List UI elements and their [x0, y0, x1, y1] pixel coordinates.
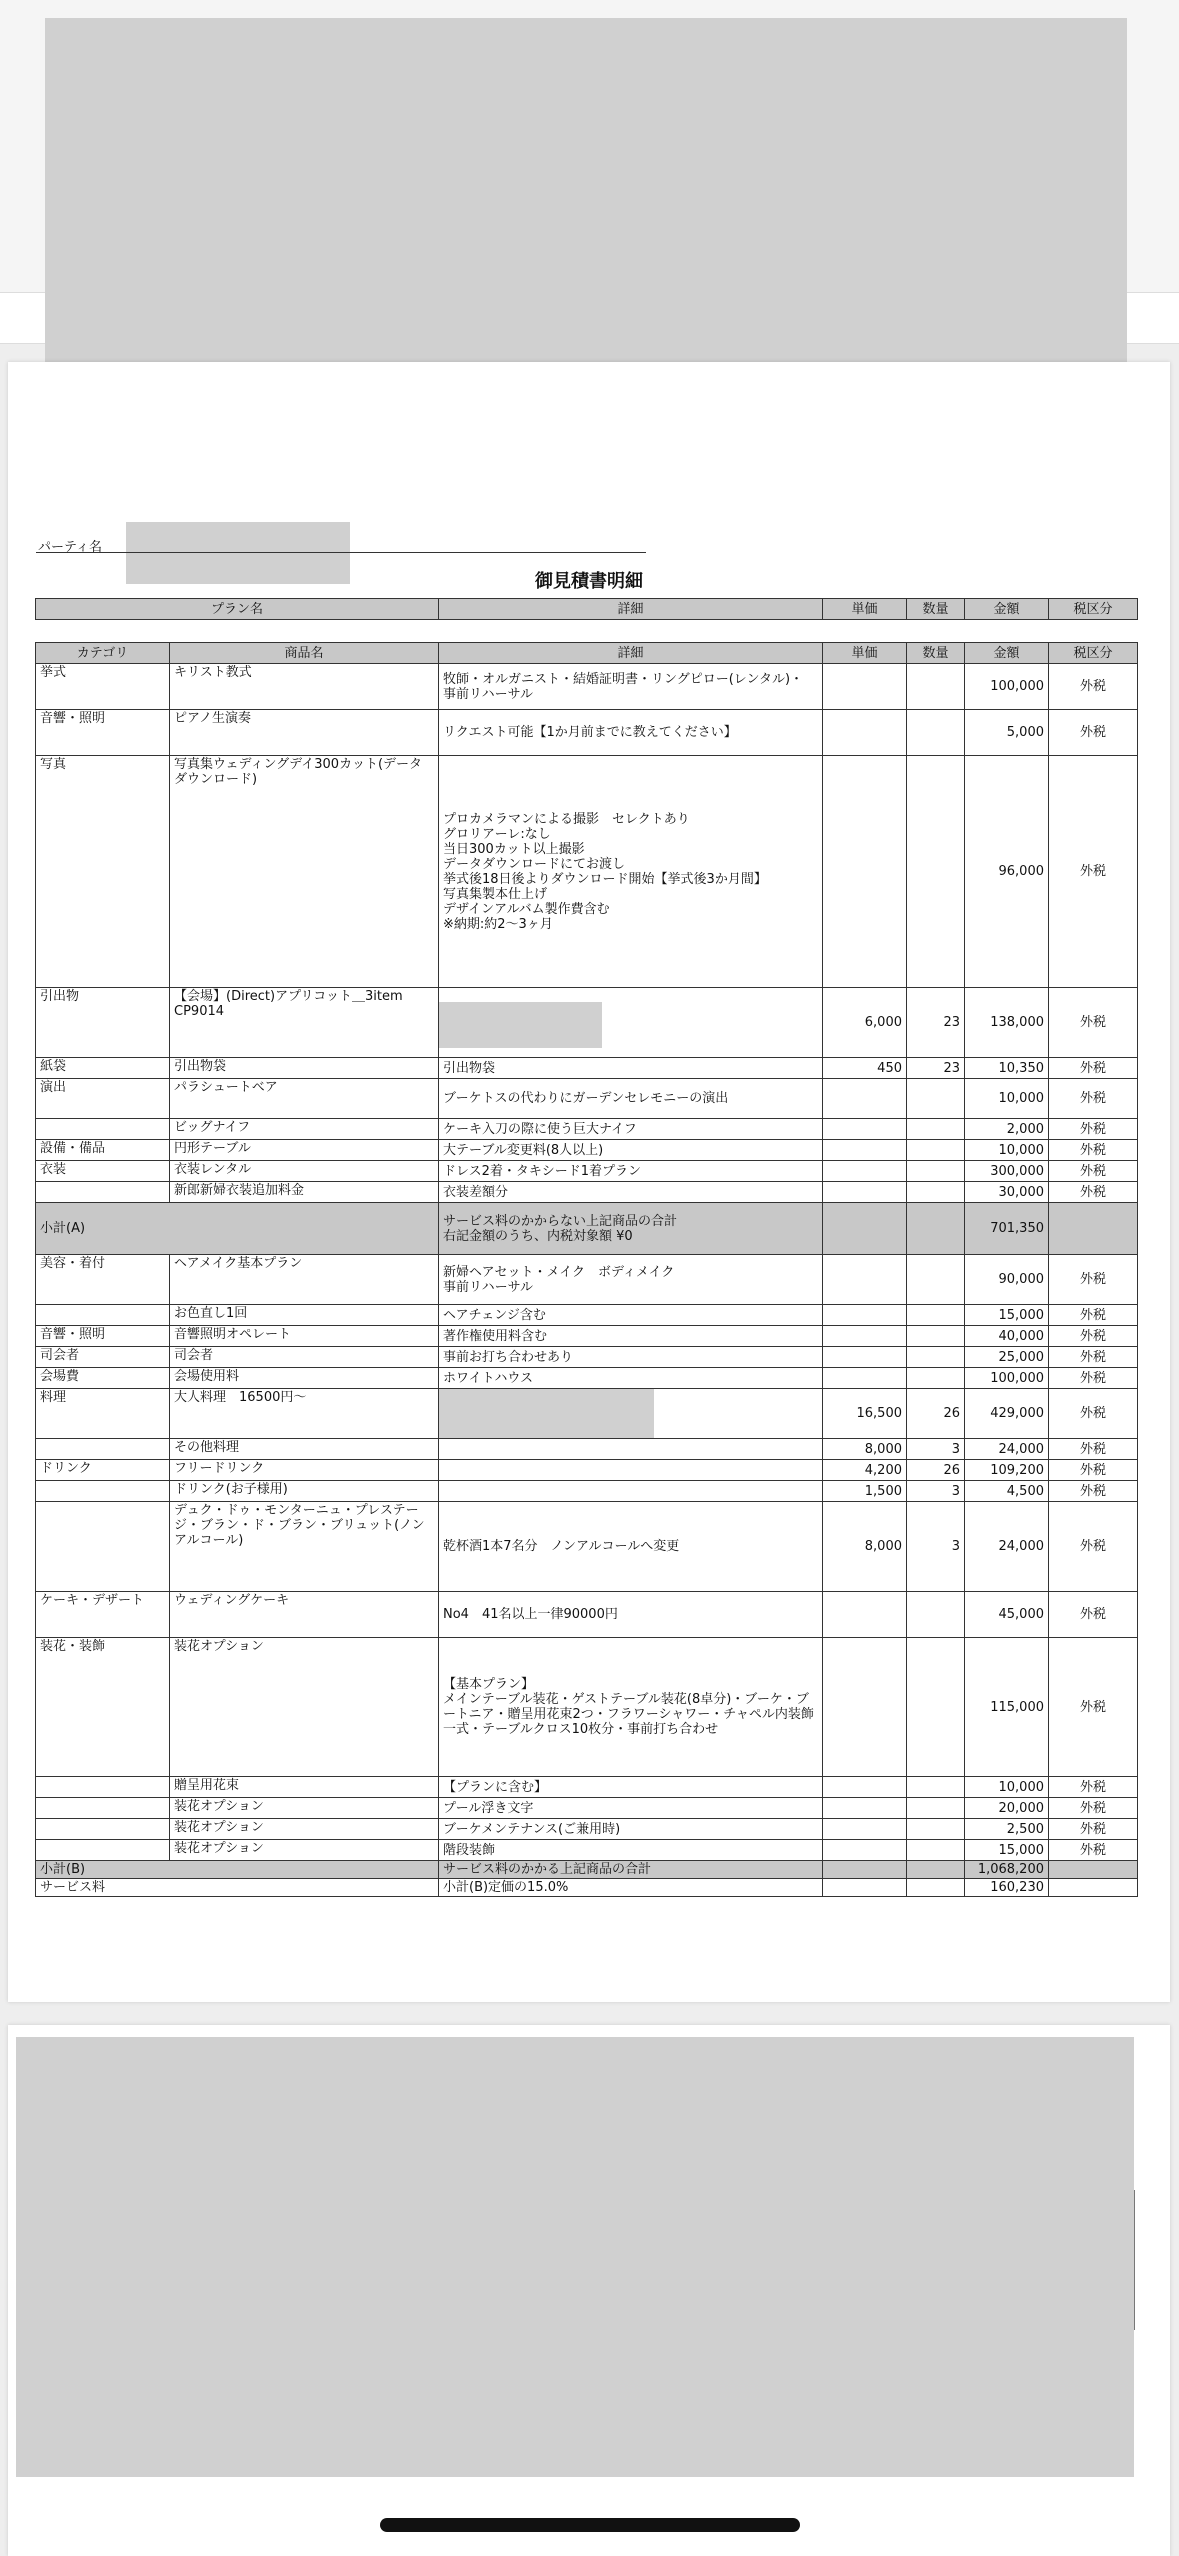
unit-price-cell [823, 1368, 907, 1389]
category-cell [36, 1798, 170, 1819]
category-cell: 演出 [36, 1079, 170, 1119]
detail-cell [439, 1481, 823, 1502]
table-row [36, 756, 1138, 988]
quantity-cell: 23 [907, 988, 965, 1058]
next-page [8, 2025, 1170, 2556]
detail-cell: リクエスト可能【1か月前までに教えてください】 [439, 710, 823, 756]
product-cell: ヘアメイク基本プラン [170, 1255, 439, 1305]
category-cell [36, 1305, 170, 1326]
category-cell: 引出物 [36, 988, 170, 1058]
tax-cell: 外税 [1049, 1777, 1138, 1798]
tax-cell: 外税 [1049, 1481, 1138, 1502]
unit-price-cell: 450 [823, 1058, 907, 1079]
tax-cell: 外税 [1049, 1840, 1138, 1861]
category-cell [36, 1182, 170, 1203]
amount-cell: 138,000 [965, 988, 1049, 1058]
tax-cell: 外税 [1049, 1347, 1138, 1368]
product-cell: 装花オプション [170, 1638, 439, 1777]
subtotal-row [36, 1879, 1138, 1897]
tax-cell: 外税 [1049, 1140, 1138, 1161]
plan-name-header: プラン名 [36, 599, 439, 620]
unit-price-cell: 4,200 [823, 1460, 907, 1481]
unit-price-cell [823, 710, 907, 756]
tax-cell: 外税 [1049, 1161, 1138, 1182]
amount-cell: 429,000 [965, 1389, 1049, 1439]
detail-cell: ブーケトスの代わりにガーデンセレモニーの演出 [439, 1079, 823, 1119]
table-row [36, 1819, 1138, 1840]
detail-cell: ドレス2着・タキシード1着プラン [439, 1161, 823, 1182]
detail-cell: 牧師・オルガニスト・結婚証明書・リングピロー(レンタル)・ 事前リハーサル [439, 664, 823, 710]
unit-price-cell [823, 1777, 907, 1798]
quantity-cell [907, 664, 965, 710]
unit-price-cell: 6,000 [823, 988, 907, 1058]
subtotal-detail: サービス料のかかる上記商品の合計 [439, 1861, 823, 1879]
plan-quantity-header: 数量 [907, 599, 965, 620]
quantity-cell [907, 756, 965, 988]
unit-price-cell [823, 1140, 907, 1161]
amount-cell: 45,000 [965, 1592, 1049, 1638]
product-cell: その他料理 [170, 1439, 439, 1460]
category-cell [36, 1481, 170, 1502]
tax-cell: 外税 [1049, 1079, 1138, 1119]
quantity-cell: 23 [907, 1058, 965, 1079]
tax-cell: 外税 [1049, 988, 1138, 1058]
category-header: カテゴリ [36, 643, 170, 664]
product-cell: ウェディングケーキ [170, 1592, 439, 1638]
table-row [36, 1182, 1138, 1203]
unit-price-cell [823, 1326, 907, 1347]
table-row [36, 1255, 1138, 1305]
amount-cell: 90,000 [965, 1255, 1049, 1305]
redacted-detail [439, 1002, 603, 1048]
product-cell: フリードリンク [170, 1460, 439, 1481]
amount-cell: 300,000 [965, 1161, 1049, 1182]
unit-price-cell [823, 1161, 907, 1182]
quantity-cell [907, 1840, 965, 1861]
unit-price-cell [823, 1592, 907, 1638]
party-name-label: パーティ名 [38, 540, 102, 555]
amount-cell: 10,000 [965, 1079, 1049, 1119]
tax-cell: 外税 [1049, 1305, 1138, 1326]
category-cell: ケーキ・デザート [36, 1592, 170, 1638]
table-row [36, 1460, 1138, 1481]
category-cell [36, 1819, 170, 1840]
table-row [36, 988, 1138, 1058]
detail-cell [439, 1460, 823, 1481]
subtotal-amount: 701,350 [965, 1203, 1049, 1255]
product-cell: 装花オプション [170, 1798, 439, 1819]
amount-cell: 2,000 [965, 1119, 1049, 1140]
subtotal-row [36, 1861, 1138, 1879]
product-cell: ピアノ生演奏 [170, 710, 439, 756]
detail-cell: プロカメラマンによる撮影 セレクトあり グロリアーレ:なし 当日300カット以上撮影 データダウンロードにてお渡し 挙式後18日後よりダウンロード開始【挙式後3か月間】 写真集製本仕上げ デザインアルバム製作費含む ※納期:約2〜3ヶ月 [439, 756, 823, 988]
tax-cell: 外税 [1049, 1389, 1138, 1439]
product-cell: 会場使用料 [170, 1368, 439, 1389]
quantity-cell [907, 1326, 965, 1347]
quantity-cell: 3 [907, 1481, 965, 1502]
subtotal-row [36, 1203, 1138, 1255]
amount-cell: 5,000 [965, 710, 1049, 756]
category-cell: 紙袋 [36, 1058, 170, 1079]
plan-tax-header: 税区分 [1049, 599, 1138, 620]
product-cell: パラシュートベア [170, 1079, 439, 1119]
tax-cell: 外税 [1049, 1460, 1138, 1481]
detail-cell: 衣装差額分 [439, 1182, 823, 1203]
empty-cell [907, 1203, 965, 1255]
amount-cell: 20,000 [965, 1798, 1049, 1819]
subtotal-amount: 1,068,200 [965, 1861, 1049, 1879]
table-row [36, 1079, 1138, 1119]
empty-cell [823, 1203, 907, 1255]
tax-cell: 外税 [1049, 1182, 1138, 1203]
detail-cell: ケーキ入刀の際に使う巨大ナイフ [439, 1119, 823, 1140]
subtotal-detail: 小計(B)定価の15.0% [439, 1879, 823, 1897]
table-row [36, 1140, 1138, 1161]
quantity-cell [907, 1347, 965, 1368]
table-row [36, 1119, 1138, 1140]
category-cell: 音響・照明 [36, 710, 170, 756]
category-cell: 料理 [36, 1389, 170, 1439]
product-cell: 衣装レンタル [170, 1161, 439, 1182]
plan-detail-header: 詳細 [439, 599, 823, 620]
tax-cell: 外税 [1049, 1439, 1138, 1460]
amount-cell: 109,200 [965, 1460, 1049, 1481]
product-cell: 司会者 [170, 1347, 439, 1368]
category-cell: 設備・備品 [36, 1140, 170, 1161]
category-cell: 会場費 [36, 1368, 170, 1389]
tax-cell: 外税 [1049, 756, 1138, 988]
table-row [36, 1439, 1138, 1460]
detail-cell: 乾杯酒1本7名分 ノンアルコールへ変更 [439, 1502, 823, 1592]
empty-cell [1049, 1861, 1138, 1879]
tax-cell: 外税 [1049, 1119, 1138, 1140]
tax-cell: 外税 [1049, 1058, 1138, 1079]
unit-price-cell [823, 1182, 907, 1203]
detail-cell: No4 41名以上一律90000円 [439, 1592, 823, 1638]
estimate-page [8, 362, 1170, 2002]
amount-cell: 24,000 [965, 1502, 1049, 1592]
unit-price-cell [823, 1638, 907, 1777]
quantity-cell: 26 [907, 1460, 965, 1481]
category-cell [36, 1502, 170, 1592]
unit-price-cell: 1,500 [823, 1481, 907, 1502]
estimate-items-table [35, 642, 1138, 1897]
product-cell: デュク・ドゥ・モンターニュ・プレステージ・ブラン・ド・ブラン・ブリュット(ノンアルコール) [170, 1502, 439, 1592]
amount-cell: 15,000 [965, 1305, 1049, 1326]
unit-price-cell [823, 1798, 907, 1819]
document-title: 御見積書明細 [535, 571, 643, 592]
detail-cell: ブーケメンテナンス(ご兼用時) [439, 1819, 823, 1840]
quantity-cell [907, 1182, 965, 1203]
amount-cell: 10,350 [965, 1058, 1049, 1079]
category-cell: 挙式 [36, 664, 170, 710]
party-name-underline [36, 552, 646, 553]
tax-cell: 外税 [1049, 1638, 1138, 1777]
amount-cell: 100,000 [965, 664, 1049, 710]
unit-price-cell [823, 1347, 907, 1368]
detail-cell: 大テーブル変更料(8人以上) [439, 1140, 823, 1161]
product-cell: 【会場】(Direct)アプリコット＿3item CP9014 [170, 988, 439, 1058]
quantity-cell [907, 1079, 965, 1119]
amount-cell: 4,500 [965, 1481, 1049, 1502]
plan-amount-header: 金額 [965, 599, 1049, 620]
empty-cell [1049, 1203, 1138, 1255]
product-header: 商品名 [170, 643, 439, 664]
tax-cell: 外税 [1049, 1502, 1138, 1592]
detail-cell [439, 1389, 823, 1439]
category-cell: 音響・照明 [36, 1326, 170, 1347]
category-cell: 写真 [36, 756, 170, 988]
detail-cell: 【プランに含む】 [439, 1777, 823, 1798]
category-cell: 司会者 [36, 1347, 170, 1368]
table-row [36, 1592, 1138, 1638]
quantity-cell: 26 [907, 1389, 965, 1439]
unit-price-cell [823, 1079, 907, 1119]
table-row [36, 1481, 1138, 1502]
quantity-cell: 3 [907, 1439, 965, 1460]
tax-header: 税区分 [1049, 643, 1138, 664]
product-cell: お色直し1回 [170, 1305, 439, 1326]
unit-price-cell: 8,000 [823, 1502, 907, 1592]
category-cell: 美容・着付 [36, 1255, 170, 1305]
redacted-next-page-block [16, 2037, 1134, 2477]
tax-cell: 外税 [1049, 664, 1138, 710]
product-cell: 円形テーブル [170, 1140, 439, 1161]
quantity-cell [907, 1255, 965, 1305]
subtotal-detail: サービス料のかからない上記商品の合計 右記金額のうち、内税対象額 ¥0 [439, 1203, 823, 1255]
product-cell: 装花オプション [170, 1819, 439, 1840]
amount-cell: 115,000 [965, 1638, 1049, 1777]
amount-cell: 15,000 [965, 1840, 1049, 1861]
product-cell: キリスト教式 [170, 664, 439, 710]
plan-header-table [35, 598, 1138, 620]
table-row [36, 664, 1138, 710]
redacted-detail [439, 1389, 655, 1439]
detail-cell: 引出物袋 [439, 1058, 823, 1079]
quantity-cell [907, 1161, 965, 1182]
subtotal-label: サービス料 [36, 1879, 439, 1897]
next-page-table-edge [1134, 2190, 1155, 2330]
unit-price-cell: 16,500 [823, 1389, 907, 1439]
table-row [36, 1305, 1138, 1326]
product-cell: ビッグナイフ [170, 1119, 439, 1140]
table-row [36, 1368, 1138, 1389]
detail-cell [439, 988, 823, 1058]
table-row [36, 1161, 1138, 1182]
product-cell: ドリンク(お子様用) [170, 1481, 439, 1502]
detail-cell: 著作権使用料含む [439, 1326, 823, 1347]
subtotal-label: 小計(A) [36, 1203, 439, 1255]
amount-cell: 24,000 [965, 1439, 1049, 1460]
amount-header: 金額 [965, 643, 1049, 664]
detail-header: 詳細 [439, 643, 823, 664]
table-row [36, 1777, 1138, 1798]
detail-cell: プール浮き文字 [439, 1798, 823, 1819]
detail-cell: ホワイトハウス [439, 1368, 823, 1389]
detail-cell: 【基本プラン】 メインテーブル装花・ゲストテーブル装花(8卓分)・ブーケ・ブートニア・贈呈用花束2つ・フラワーシャワー・チャペル内装飾一式・テーブルクロス10枚分・事前打ち合わせ [439, 1638, 823, 1777]
unit-price-cell [823, 1840, 907, 1861]
table-row [36, 1502, 1138, 1592]
quantity-header: 数量 [907, 643, 965, 664]
table-row [36, 1389, 1138, 1439]
tax-cell: 外税 [1049, 1326, 1138, 1347]
table-row [36, 1326, 1138, 1347]
amount-cell: 30,000 [965, 1182, 1049, 1203]
category-cell [36, 1439, 170, 1460]
product-cell: 引出物袋 [170, 1058, 439, 1079]
category-cell [36, 1777, 170, 1798]
detail-cell [439, 1439, 823, 1460]
detail-cell: 事前お打ち合わせあり [439, 1347, 823, 1368]
tax-cell: 外税 [1049, 1819, 1138, 1840]
quantity-cell [907, 1638, 965, 1777]
amount-cell: 10,000 [965, 1140, 1049, 1161]
tax-cell: 外税 [1049, 1798, 1138, 1819]
category-cell [36, 1119, 170, 1140]
unit-price-cell [823, 756, 907, 988]
unit-price-cell [823, 1305, 907, 1326]
table-row [36, 1840, 1138, 1861]
detail-cell: ヘアチェンジ含む [439, 1305, 823, 1326]
quantity-cell [907, 1592, 965, 1638]
quantity-cell [907, 1798, 965, 1819]
quantity-cell [907, 1819, 965, 1840]
table-row [36, 1638, 1138, 1777]
quantity-cell [907, 1119, 965, 1140]
empty-cell [1049, 1879, 1138, 1897]
quantity-cell [907, 1777, 965, 1798]
home-indicator[interactable] [380, 2518, 800, 2532]
subtotal-amount: 160,230 [965, 1879, 1049, 1897]
tax-cell: 外税 [1049, 1368, 1138, 1389]
product-cell: 音響照明オペレート [170, 1326, 439, 1347]
tax-cell: 外税 [1049, 1255, 1138, 1305]
product-cell: 大人料理 16500円〜 [170, 1389, 439, 1439]
quantity-cell: 3 [907, 1502, 965, 1592]
product-cell: 贈呈用花束 [170, 1777, 439, 1798]
amount-cell: 2,500 [965, 1819, 1049, 1840]
table-row [36, 1347, 1138, 1368]
empty-cell [907, 1879, 965, 1897]
product-cell: 写真集ウェディングデイ300カット(データダウンロード) [170, 756, 439, 988]
category-cell [36, 1840, 170, 1861]
quantity-cell [907, 710, 965, 756]
amount-cell: 10,000 [965, 1777, 1049, 1798]
unit-price-cell [823, 1119, 907, 1140]
amount-cell: 100,000 [965, 1368, 1049, 1389]
category-cell: 衣装 [36, 1161, 170, 1182]
quantity-cell [907, 1140, 965, 1161]
table-row [36, 1798, 1138, 1819]
unit-price-header: 単価 [823, 643, 907, 664]
unit-price-cell [823, 1819, 907, 1840]
quantity-cell [907, 1368, 965, 1389]
subtotal-label: 小計(B) [36, 1861, 439, 1879]
tax-cell: 外税 [1049, 1592, 1138, 1638]
product-cell: 装花オプション [170, 1840, 439, 1861]
amount-cell: 40,000 [965, 1326, 1049, 1347]
unit-price-cell: 8,000 [823, 1439, 907, 1460]
unit-price-cell [823, 664, 907, 710]
category-cell: ドリンク [36, 1460, 170, 1481]
table-row [36, 710, 1138, 756]
detail-cell: 階段装飾 [439, 1840, 823, 1861]
product-cell: 新郎新婦衣装追加料金 [170, 1182, 439, 1203]
quantity-cell [907, 1305, 965, 1326]
amount-cell: 25,000 [965, 1347, 1049, 1368]
amount-cell: 96,000 [965, 756, 1049, 988]
tax-cell: 外税 [1049, 710, 1138, 756]
plan-unit-price-header: 単価 [823, 599, 907, 620]
detail-cell: 新婦ヘアセット・メイク ボディメイク 事前リハーサル [439, 1255, 823, 1305]
unit-price-cell [823, 1255, 907, 1305]
table-row [36, 1058, 1138, 1079]
empty-cell [907, 1861, 965, 1879]
category-cell: 装花・装飾 [36, 1638, 170, 1777]
empty-cell [823, 1879, 907, 1897]
empty-cell [823, 1861, 907, 1879]
